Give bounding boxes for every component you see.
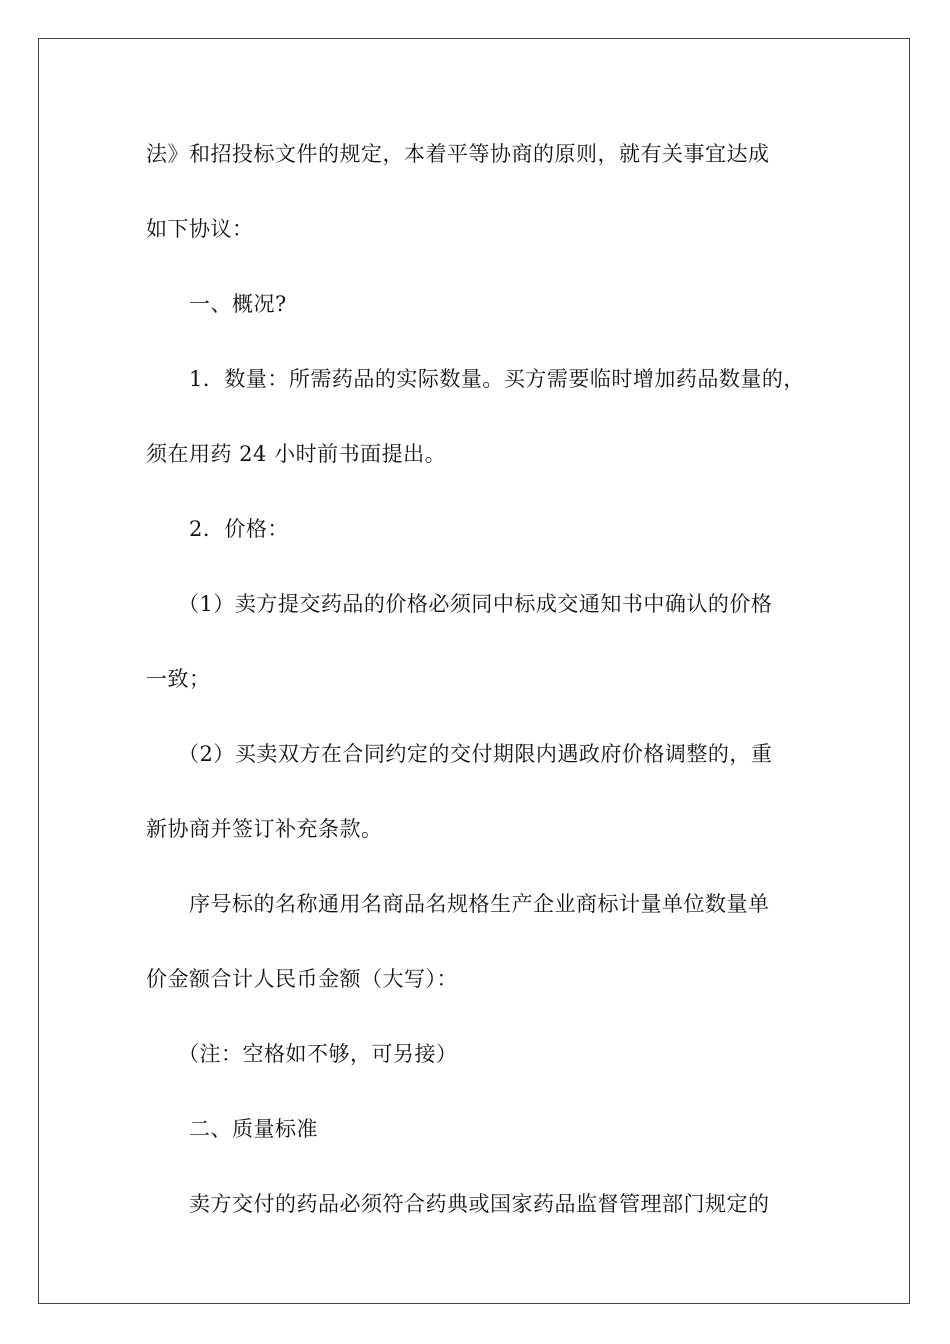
section-heading-overview: 一、概况? bbox=[189, 292, 287, 316]
paragraph-line-quantity-cont: 须在用药 24 小时前书面提出。 bbox=[146, 442, 447, 466]
paragraph-line-table-header-cont: 价金额合计人民币金额（大写）： bbox=[146, 967, 458, 991]
paragraph-line-price-1: （1）卖方提交药品的价格必须同中标成交通知书中确认的价格 bbox=[178, 592, 773, 616]
paragraph-line-price-2: （2）买卖双方在合同约定的交付期限内遇政府价格调整的，重 bbox=[178, 742, 773, 766]
paragraph-line-price-2-cont: 新协商并签订补充条款。 bbox=[146, 817, 383, 841]
paragraph-line-quality: 卖方交付的药品必须符合药典或国家药品监督管理部门规定的 bbox=[189, 1192, 770, 1216]
paragraph-line-2: 如下协议： bbox=[146, 217, 254, 241]
paragraph-line-price-1-cont: 一致； bbox=[146, 667, 211, 691]
paragraph-line-1: 法》和招投标文件的规定，本着平等协商的原则，就有关事宜达成 bbox=[146, 142, 770, 166]
paragraph-line-note: （注：空格如不够，可另接） bbox=[178, 1042, 458, 1066]
paragraph-line-quantity: 1．数量：所需药品的实际数量。买方需要临时增加药品数量的， bbox=[189, 367, 805, 391]
paragraph-line-price: 2．价格： bbox=[189, 517, 289, 541]
paragraph-line-table-header: 序号标的名称通用名商品名规格生产企业商标计量单位数量单 bbox=[189, 892, 770, 916]
section-heading-quality: 二、质量标准 bbox=[189, 1117, 318, 1141]
